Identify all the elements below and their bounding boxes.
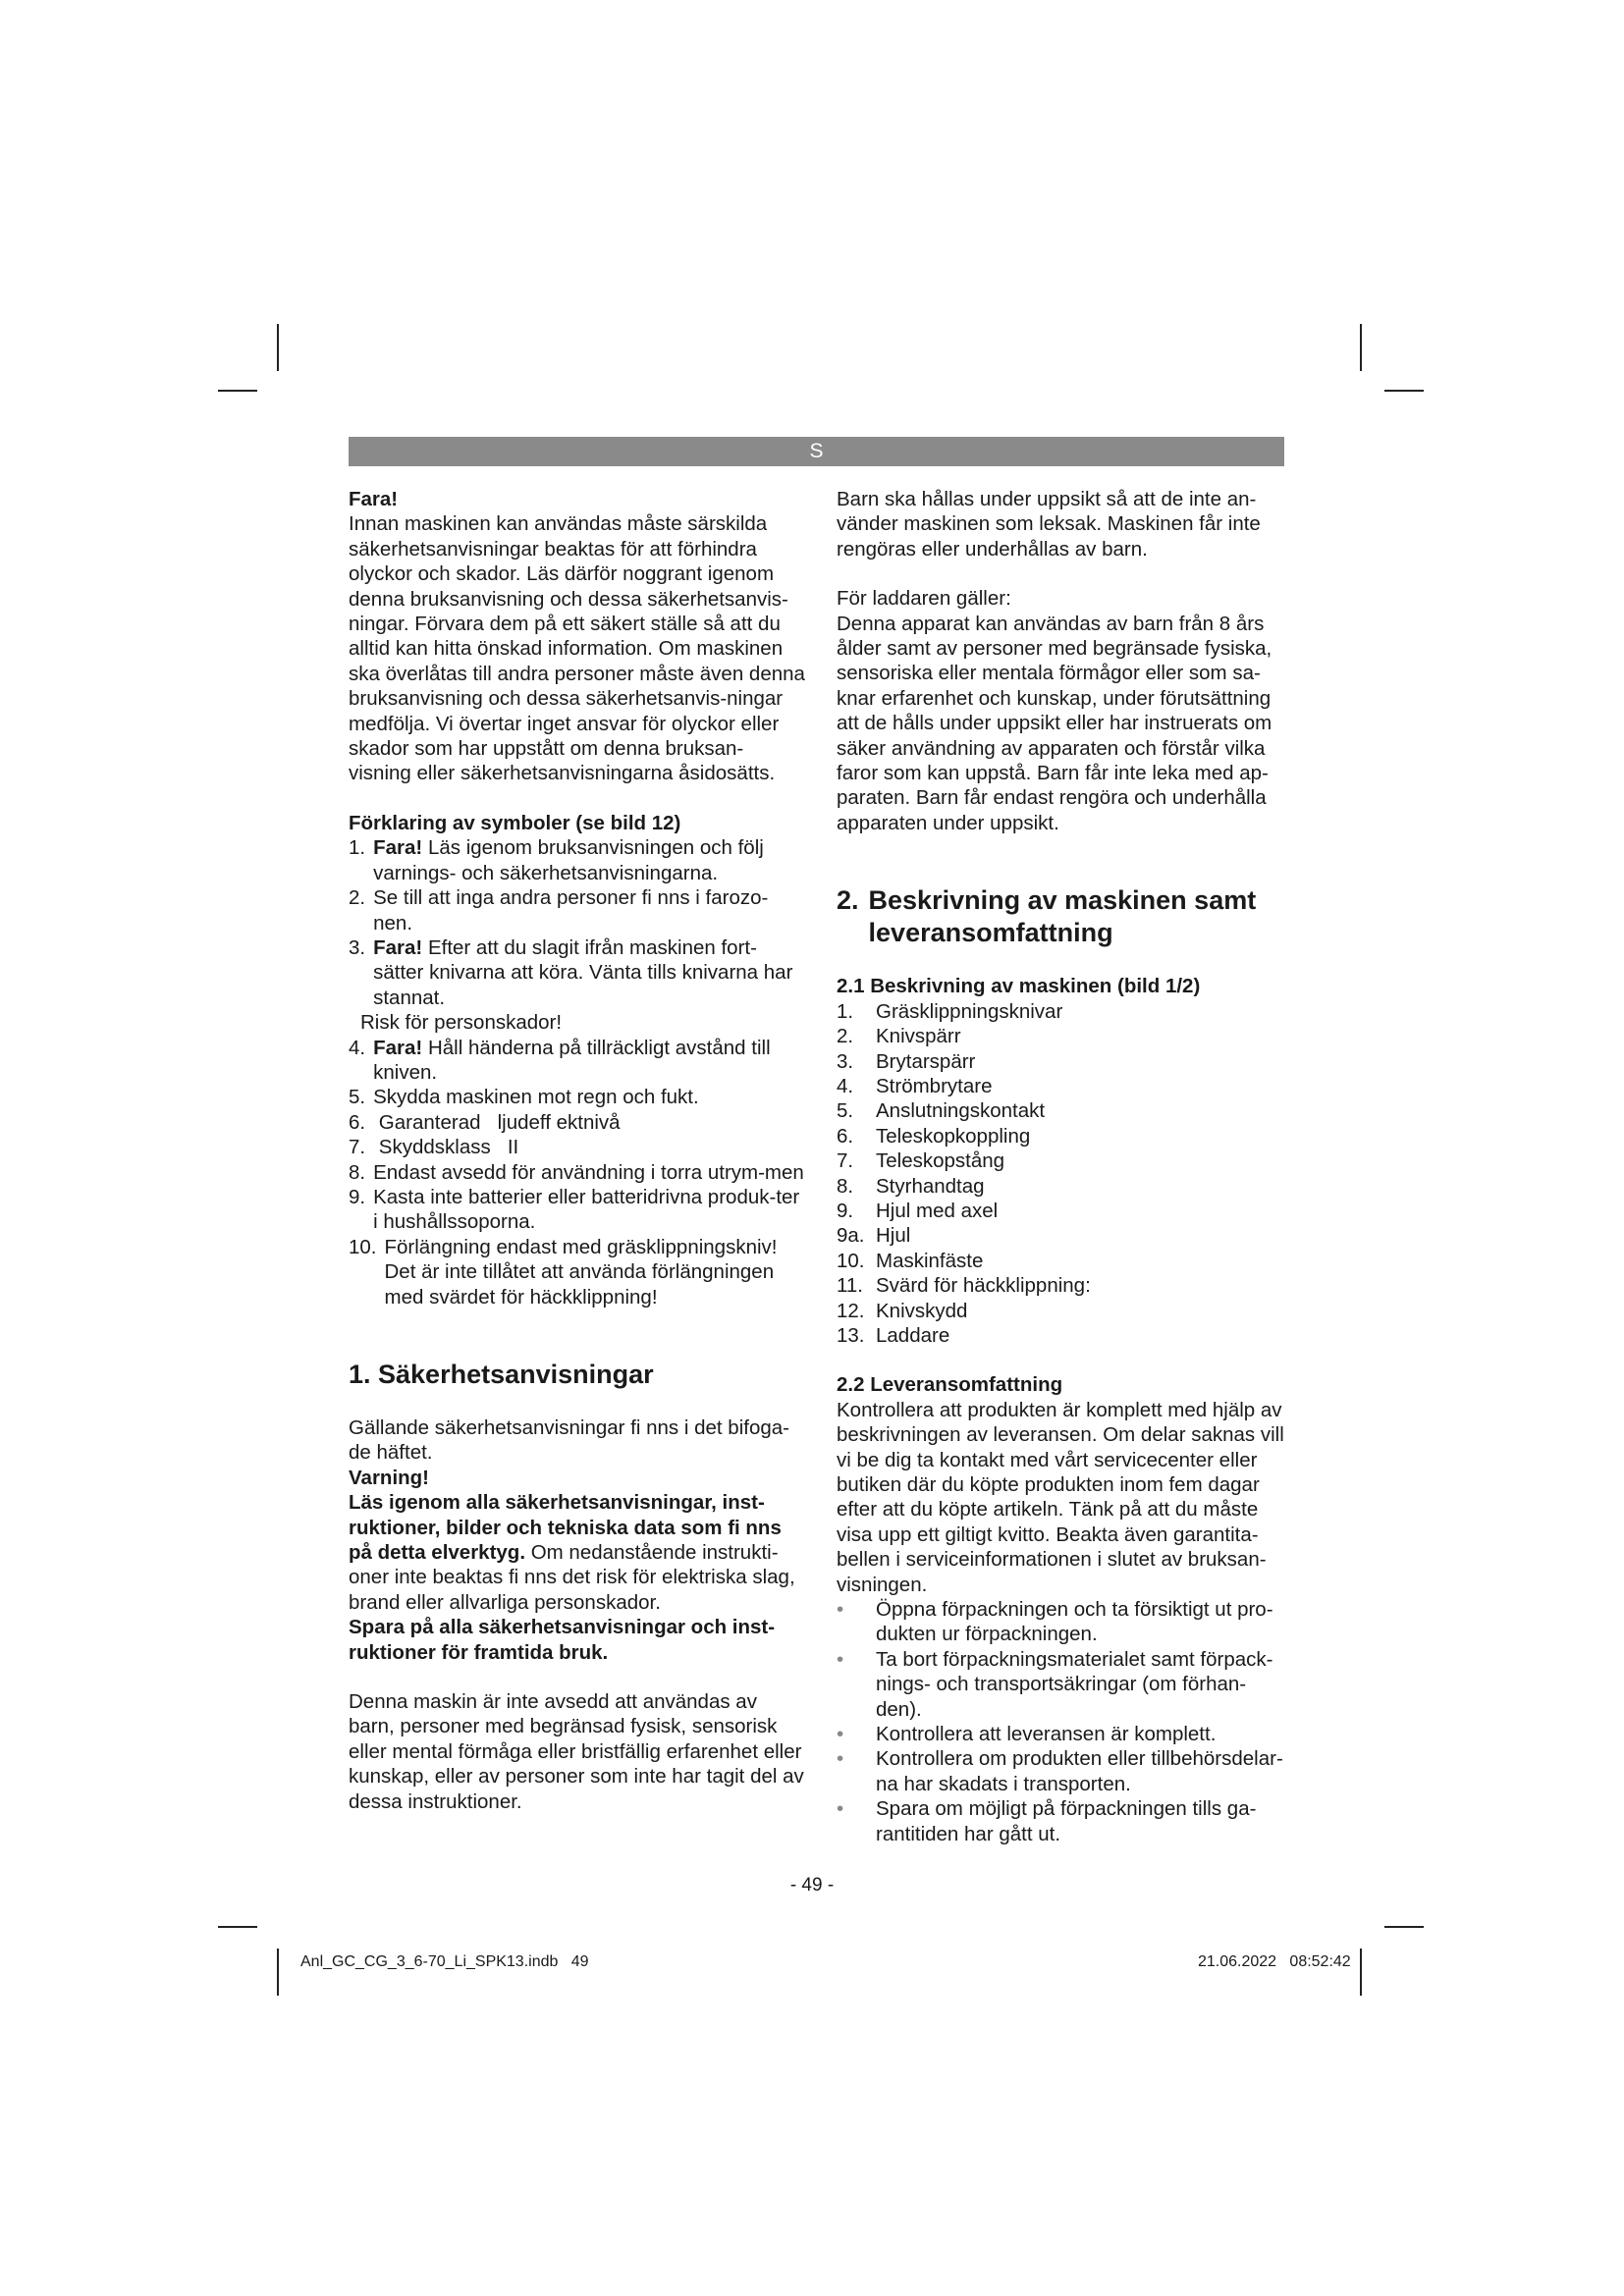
item-text: Kasta inte batterier eller batteridrivna produk-ter i hushållssoporna.	[373, 1185, 800, 1234]
footer-timestamp: 21.06.2022 08:52:42	[1198, 1953, 1351, 1970]
part-number: 7.	[837, 1149, 854, 1173]
part-label: Knivskydd	[876, 1299, 968, 1322]
part-label: Hjul	[876, 1224, 911, 1248]
scope-title: 2.2 Leveransomfattning	[837, 1373, 1063, 1397]
part-label: Hjul med axel	[876, 1199, 999, 1222]
symbols-title: Förklaring av symboler (se bild 12)	[349, 811, 681, 834]
item-text: Garanterad ljudeff ektnivå	[373, 1110, 621, 1134]
save-instructions: Spara på alla säkerhetsanvisningar och inst-ruktioner för framtida bruk.	[349, 1616, 776, 1664]
part-number: 11.	[837, 1274, 863, 1298]
charger-title: För laddaren gäller:	[837, 587, 1011, 611]
description-heading	[837, 884, 1288, 949]
item-number: 5.	[349, 1086, 366, 1109]
part-number: 1.	[837, 999, 854, 1023]
part-label: Brytarspärr	[876, 1049, 976, 1073]
bullet-icon: •	[837, 1598, 844, 1622]
part-label: Laddare	[876, 1323, 950, 1347]
part-label: Teleskopstång	[876, 1149, 1005, 1173]
part-label: Gräsklippningsknivar	[876, 999, 1063, 1023]
item-number: 3.	[349, 935, 366, 959]
list-item	[349, 1135, 806, 1159]
bullet-item	[837, 1722, 1288, 1746]
crop-mark-top-left-horizontal	[218, 390, 257, 392]
crop-mark-bottom-left-horizontal	[218, 1926, 257, 1928]
crop-mark-bottom-left-vertical	[277, 1949, 279, 1996]
list-item	[349, 1235, 806, 1309]
charger-text: Denna apparat kan användas av barn från 8 års ålder samt av personer med begränsade fysiska, sensoriska eller mentala förmågor eller som sa-knar erfarenhet och kunskap, under förutsättning att de hålls under uppsikt eller har instruerats om säker användning av apparaten och förstår vilka faror som kan uppstå. Barn får inte leka med ap-paraten. Barn får endast rengöra och underhålla apparaten under uppsikt.	[837, 612, 1272, 834]
part-number: 5.	[837, 1099, 854, 1123]
language-label: S	[809, 440, 824, 462]
part-number: 9a.	[837, 1224, 865, 1248]
part-item	[837, 1098, 1288, 1123]
parts-list	[837, 999, 1288, 1349]
bullet-text: Kontrollera om produkten eller tillbehörsdelar-na har skadats i transporten.	[876, 1747, 1283, 1795]
item-text: Håll händerna på tillräckligt avstånd till kniven.	[373, 1036, 771, 1084]
bullet-icon: •	[837, 1797, 844, 1821]
list-item	[349, 935, 806, 1010]
part-item	[837, 999, 1288, 1024]
item-number: 7.	[349, 1136, 366, 1159]
list-item	[349, 1110, 806, 1135]
language-header-bar	[349, 437, 1284, 466]
part-item	[837, 1024, 1288, 1048]
item-text: Efter att du slagit ifrån maskinen fort-sätter knivarna att köra. Vänta tills knivarna har stannat.	[373, 935, 793, 1009]
symbols-list	[349, 835, 806, 1309]
item-number: 9.	[349, 1185, 366, 1208]
item-text: Endast avsedd för användning i torra utrym-men	[373, 1160, 804, 1184]
part-label: Strömbrytare	[876, 1074, 993, 1097]
crop-mark-top-right-horizontal	[1384, 390, 1424, 392]
crop-mark-top-left-vertical	[277, 324, 279, 371]
part-number: 8.	[837, 1174, 854, 1198]
bullet-icon: •	[837, 1647, 844, 1671]
bullet-item	[837, 1597, 1288, 1647]
list-item	[349, 1185, 806, 1235]
part-number: 12.	[837, 1299, 865, 1322]
footer-file-name: Anl_GC_CG_3_6-70_Li_SPK13.indb 49	[300, 1953, 589, 1970]
description-subheading: 2.1 Beskrivning av maskinen (bild 1/2)	[837, 975, 1201, 998]
item-bold: Fara!	[373, 1036, 423, 1059]
danger-text: Innan maskinen kan användas måste särskilda säkerhetsanvisningar beaktas för att förhindra olyckor och skador. Läs därför noggrant igenom denna bruksanvisning och dessa säkerhetsanvis-ningar. Förvara dem på ett säkert ställe så att du alltid kan hitta önskad information. Om maskinen ska överlåtas till andra personer måste även denna bruksanvisning och dessa säkerhetsanvis-ningar medfölja. Vi övertar inget ansvar för olyckor eller skador som har uppstått om denna bruksan-visning eller säkerhetsanvisningarna åsidosätts.	[349, 512, 805, 785]
part-item	[837, 1223, 1288, 1248]
bullet-text: Ta bort förpackningsmaterialet samt förpack-nings- och transportsäkringar (om förhan-den).	[876, 1647, 1273, 1721]
item-text: Se till att inga andra personer fi nns i farozo-nen.	[373, 886, 769, 934]
warning-bold: Läs igenom alla säkerhetsanvisningar, inst-ruktioner, bilder och tekniska data som fi nns på detta elverktyg.	[349, 1491, 782, 1565]
bullet-item	[837, 1796, 1288, 1846]
part-label: Styrhandtag	[876, 1174, 985, 1198]
part-number: 13.	[837, 1323, 865, 1347]
part-label: Anslutningskontakt	[876, 1099, 1046, 1123]
crop-mark-bottom-right-horizontal	[1384, 1926, 1424, 1928]
safety-heading: 1. Säkerhetsanvisningar	[349, 1360, 654, 1389]
item-text: Skyddsklass II	[373, 1136, 519, 1159]
part-item	[837, 1049, 1288, 1074]
danger-title: Fara!	[349, 488, 399, 510]
list-subitem	[349, 1010, 806, 1035]
list-item	[349, 1160, 806, 1185]
list-item	[349, 885, 806, 935]
children-text: Denna maskin är inte avsedd att användas av barn, personer med begränsad fysisk, sensorisk eller mental förmåga eller bristfällig erfarenhet eller kunskap, eller av personer som inte har tagit del av dessa instruktioner.	[349, 1690, 804, 1813]
item-number: 6.	[349, 1110, 366, 1134]
list-item	[349, 835, 806, 885]
bullet-text: Kontrollera att leveransen är komplett.	[876, 1723, 1217, 1746]
part-item	[837, 1299, 1288, 1323]
list-item	[349, 1036, 806, 1086]
warning-text: Om nedanstående instrukti-oner inte beaktas fi nns det risk för elektriska slag, brand eller allvarliga personskador.	[349, 1541, 795, 1614]
page-number: - 49 -	[789, 1875, 835, 1896]
list-item	[349, 1085, 806, 1109]
heading-text: Beskrivning av maskinen samt leveransomfattning	[868, 885, 1257, 948]
item-bold: Fara!	[373, 935, 423, 959]
part-item	[837, 1124, 1288, 1148]
children-supervision: Barn ska hållas under uppsikt så att de inte an-vänder maskinen som leksak. Maskinen får inte rengöras eller underhållas av barn.	[837, 488, 1261, 561]
warning-title: Varning!	[349, 1466, 430, 1489]
item-text: Skydda maskinen mot regn och fukt.	[373, 1086, 699, 1109]
crop-mark-top-right-vertical	[1360, 324, 1362, 371]
part-label: Svärd för häckklippning:	[876, 1274, 1091, 1298]
part-label: Maskinfäste	[876, 1249, 984, 1272]
part-item	[837, 1074, 1288, 1098]
item-text: Risk för personskador!	[360, 1011, 563, 1035]
part-item	[837, 1273, 1288, 1298]
part-item	[837, 1148, 1288, 1173]
bullet-text: Spara om möjligt på förpackningen tills ga-rantitiden har gått ut.	[876, 1797, 1257, 1845]
part-number: 2.	[837, 1025, 854, 1048]
right-column	[837, 487, 1288, 1846]
item-number: 2.	[349, 886, 366, 910]
left-column	[349, 487, 806, 1814]
item-text: Förlängning endast med gräsklippningskniv! Det är inte tillåtet att använda förlängningen med svärdet för häckklippning!	[384, 1235, 778, 1308]
crop-mark-bottom-right-vertical	[1360, 1949, 1362, 1996]
part-label: Teleskopkoppling	[876, 1124, 1031, 1148]
scope-text: Kontrollera att produkten är komplett med hjälp av beskrivningen av leveransen. Om delar saknas vill vi be dig ta kontakt med vårt servicecenter eller butiken där du köpte produkten inom fem dagar efter att du köpte artikeln. Tänk på att du måste visa upp ett giltigt kvitto. Beakta även garantita-bellen i serviceinformationen i slutet av bruksan-visningen.	[837, 1398, 1284, 1596]
item-number: 10.	[349, 1235, 377, 1258]
bullet-icon: •	[837, 1747, 844, 1771]
warning-paragraph	[349, 1490, 806, 1615]
bullet-text: Öppna förpackningen och ta försiktigt ut pro-dukten ur förpackningen.	[876, 1598, 1273, 1646]
part-number: 3.	[837, 1049, 854, 1073]
item-text: Läs igenom bruksanvisningen och följ varnings- och säkerhetsanvisningarna.	[373, 836, 764, 884]
part-item	[837, 1323, 1288, 1348]
scope-bullet-list	[837, 1597, 1288, 1846]
item-number: 8.	[349, 1160, 366, 1184]
item-bold: Fara!	[373, 836, 423, 860]
bullet-item	[837, 1647, 1288, 1722]
part-item	[837, 1249, 1288, 1273]
safety-intro: Gällande säkerhetsanvisningar fi nns i det bifoga-de häftet.	[349, 1416, 789, 1465]
part-item	[837, 1199, 1288, 1223]
bullet-item	[837, 1746, 1288, 1796]
part-number: 9.	[837, 1199, 854, 1222]
item-number: 4.	[349, 1036, 366, 1059]
part-label: Knivspärr	[876, 1025, 961, 1048]
part-number: 4.	[837, 1074, 854, 1097]
part-number: 6.	[837, 1124, 854, 1148]
part-number: 10.	[837, 1249, 865, 1272]
heading-number: 2.	[837, 885, 859, 916]
bullet-icon: •	[837, 1723, 844, 1746]
item-number: 1.	[349, 836, 366, 860]
part-item	[837, 1174, 1288, 1199]
